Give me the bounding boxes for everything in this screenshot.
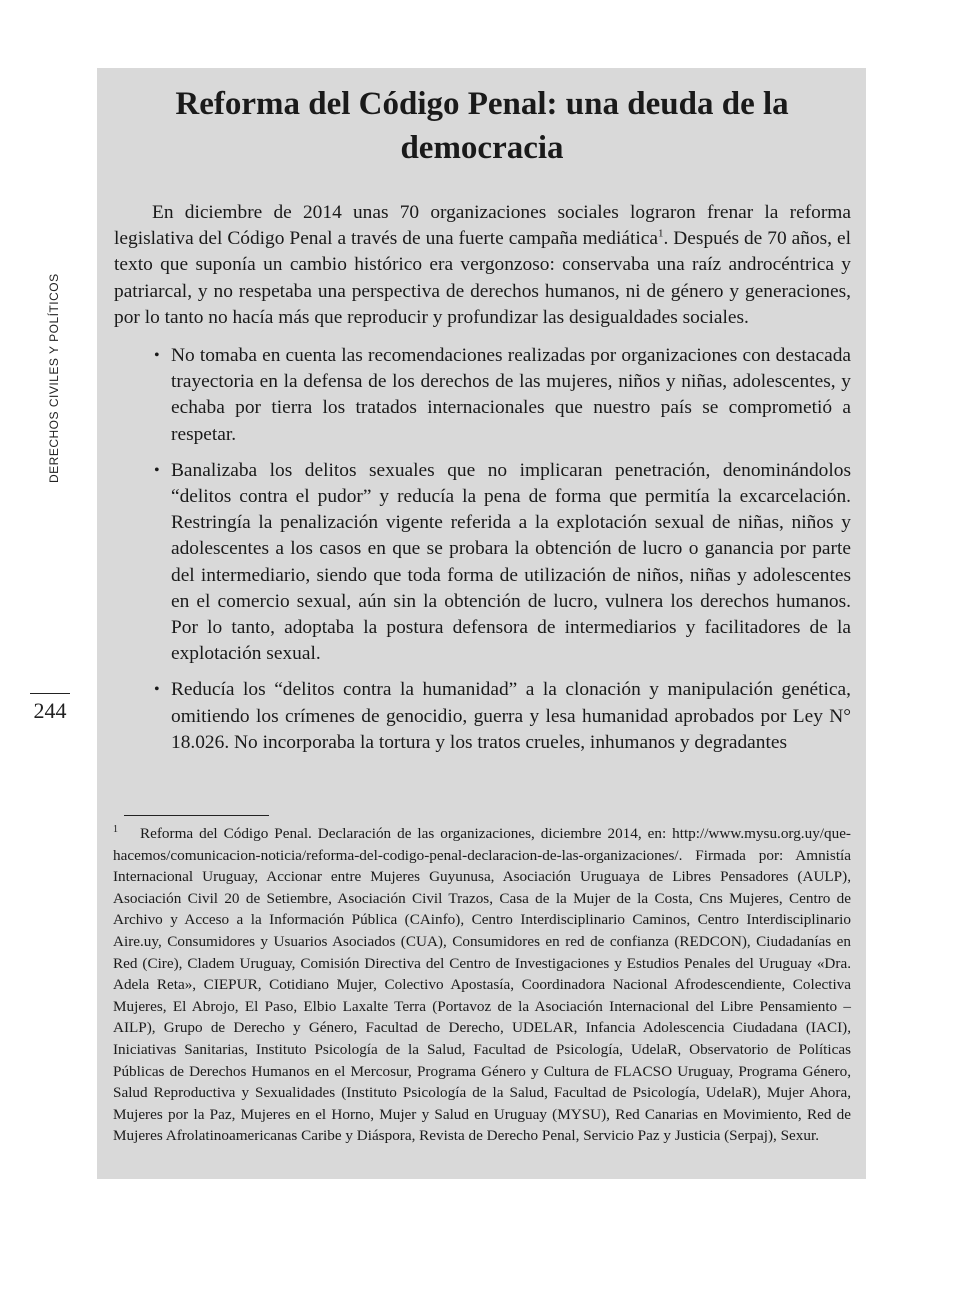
bullet-text: No tomaba en cuenta las recomendaciones realizadas por organizaciones con destacada trayectoria en la defensa de los derechos de las mujeres, niños y niñas, adolescentes, y echaba por tierra los tratados internacionales que nuestro país se comprometió a respetar. bbox=[171, 345, 851, 445]
bullet-text: Banalizaba los delitos sexuales que no implicaran penetración, denominándolos “delitos contra el pudor” y reducía la pena de forma que permitía la excarcelación. Restringía la penalización vigente referida a la explotación sexual de niñas, niños y adolescentes a los casos en que se probara la obtención de lucro o ganancia por parte del intermediario, siendo que toda forma de utilización de niños, niñas y adolescentes en el comercio sexual, aún sin la obtención de lucro, vulnera los derechos humanos. Por lo tanto, adoptaba la postura defensora de intermediarios y facilitadores de la explotación sexual. bbox=[171, 459, 851, 665]
article-body bbox=[114, 200, 851, 766]
footnote bbox=[113, 823, 851, 1147]
intro-text-part2: . Después de 70 años, el texto que suponía un cambio histórico era vergonzoso: conservaba una raíz androcéntrica y patriarcal, y no respetaba una perspectiva de derechos humanos, ni de género y generaciones, por lo tanto no hacía más que reproducir y profundizar las desigualdades sociales. bbox=[114, 228, 851, 328]
page-number: 244 bbox=[33, 698, 67, 723]
section-label: DERECHOS CIVILES Y POLÍTICOS bbox=[47, 273, 61, 483]
bullet-icon: • bbox=[154, 461, 160, 479]
bullet-item bbox=[154, 458, 851, 668]
bullet-text: Reducía los “delitos contra la humanidad” a la clonación y manipulación genética, omitiendo los crímenes de genocidio, guerra y lesa humanidad aprobados por Ley N° 18.026. No incorporaba la tortura y los tratos crueles, inhumanos y degradantes bbox=[171, 679, 851, 753]
article-title: Reforma del Código Penal: una deuda de la democracia bbox=[175, 86, 789, 166]
bullet-icon: • bbox=[154, 347, 160, 365]
bullet-item bbox=[154, 343, 851, 448]
footnote-text: Reforma del Código Penal. Declaración de las organizaciones, diciembre 2014, en: http://www.mysu.org.uy/que-hacemos/comunicacion-noticia/reforma-del-codigo-penal-declaracion-de-las-organizaciones/. Firmada por: Amnistía Internacional Uruguay, Accionar entre Mujeres Guyunusa, Asociación Uruguaya de Libres Pensadores (AULP), Asociación Civil 20 de Setiembre, Asociación Civil Trazos, Casa de la Mujer de la Costa, Cns Mujeres, Centro de Archivo y Acceso a la Información Pública (CAinfo), Centro Interdisciplinario Caminos, Centro Interdisciplinario Aire.uy, Consumidores y Usuarios Asociados (CUA), Consumidores en red de confianza (REDCON), Ciudadanías en Red (Cire), Cladem Uruguay, Comisión Directiva del Centro de Investigaciones y Estudios Penales del Uruguay «Dra. Adela Reta», CIEPUR, Cotidiano Mujer, Colectivo Apostasía, Coordinadora Nacional Afrodescendiente, Colectiva Mujeres, El Abrojo, El Paso, Elbio Laxalte Terra (Portavoz de la Asociación Internacional del Libre Pensamiento – AILP), Grupo de Derecho y Género, Facultad de Derecho, UDELAR, Infancia Adolescencia Ciudadana (IACI), Iniciativas Sanitarias, Instituto Psicología de la Salud, Facultad de Psicología, UdelaR, Observatorio de Políticas Públicas de Derechos Humanos en el Mercosur, Programa Género y Cultura de FLACSO Uruguay, Programa Género, Salud Reproductiva y Sexualidades (Instituto Psicología de la Salud, Facultad de Psicología, UdelaR), Mujer Ahora, Mujeres por la Paz, Mujeres en el Horno, Mujer y Salud en Uruguay (MYSU), Red Canarias en Movimiento, Red de Mujeres Afrolatinoamericanas Caribe y Diáspora, Revista de Derecho Penal, Servicio Paz y Justicia (Serpaj), Sexur. bbox=[113, 825, 851, 1145]
footnote-reference[interactable]: 1 bbox=[657, 227, 664, 240]
bullet-list bbox=[114, 343, 851, 756]
intro-text-part1: En diciembre de 2014 unas 70 organizaciones sociales lograron frenar la reforma legislativa del Código Penal a través de una fuerte campaña mediática bbox=[114, 202, 851, 250]
bullet-item bbox=[154, 677, 851, 756]
footnote-separator bbox=[124, 815, 269, 816]
page-number-rule bbox=[30, 693, 70, 694]
footnote-number: 1 bbox=[113, 823, 118, 835]
bullet-icon: • bbox=[154, 681, 160, 699]
intro-paragraph bbox=[114, 200, 851, 331]
